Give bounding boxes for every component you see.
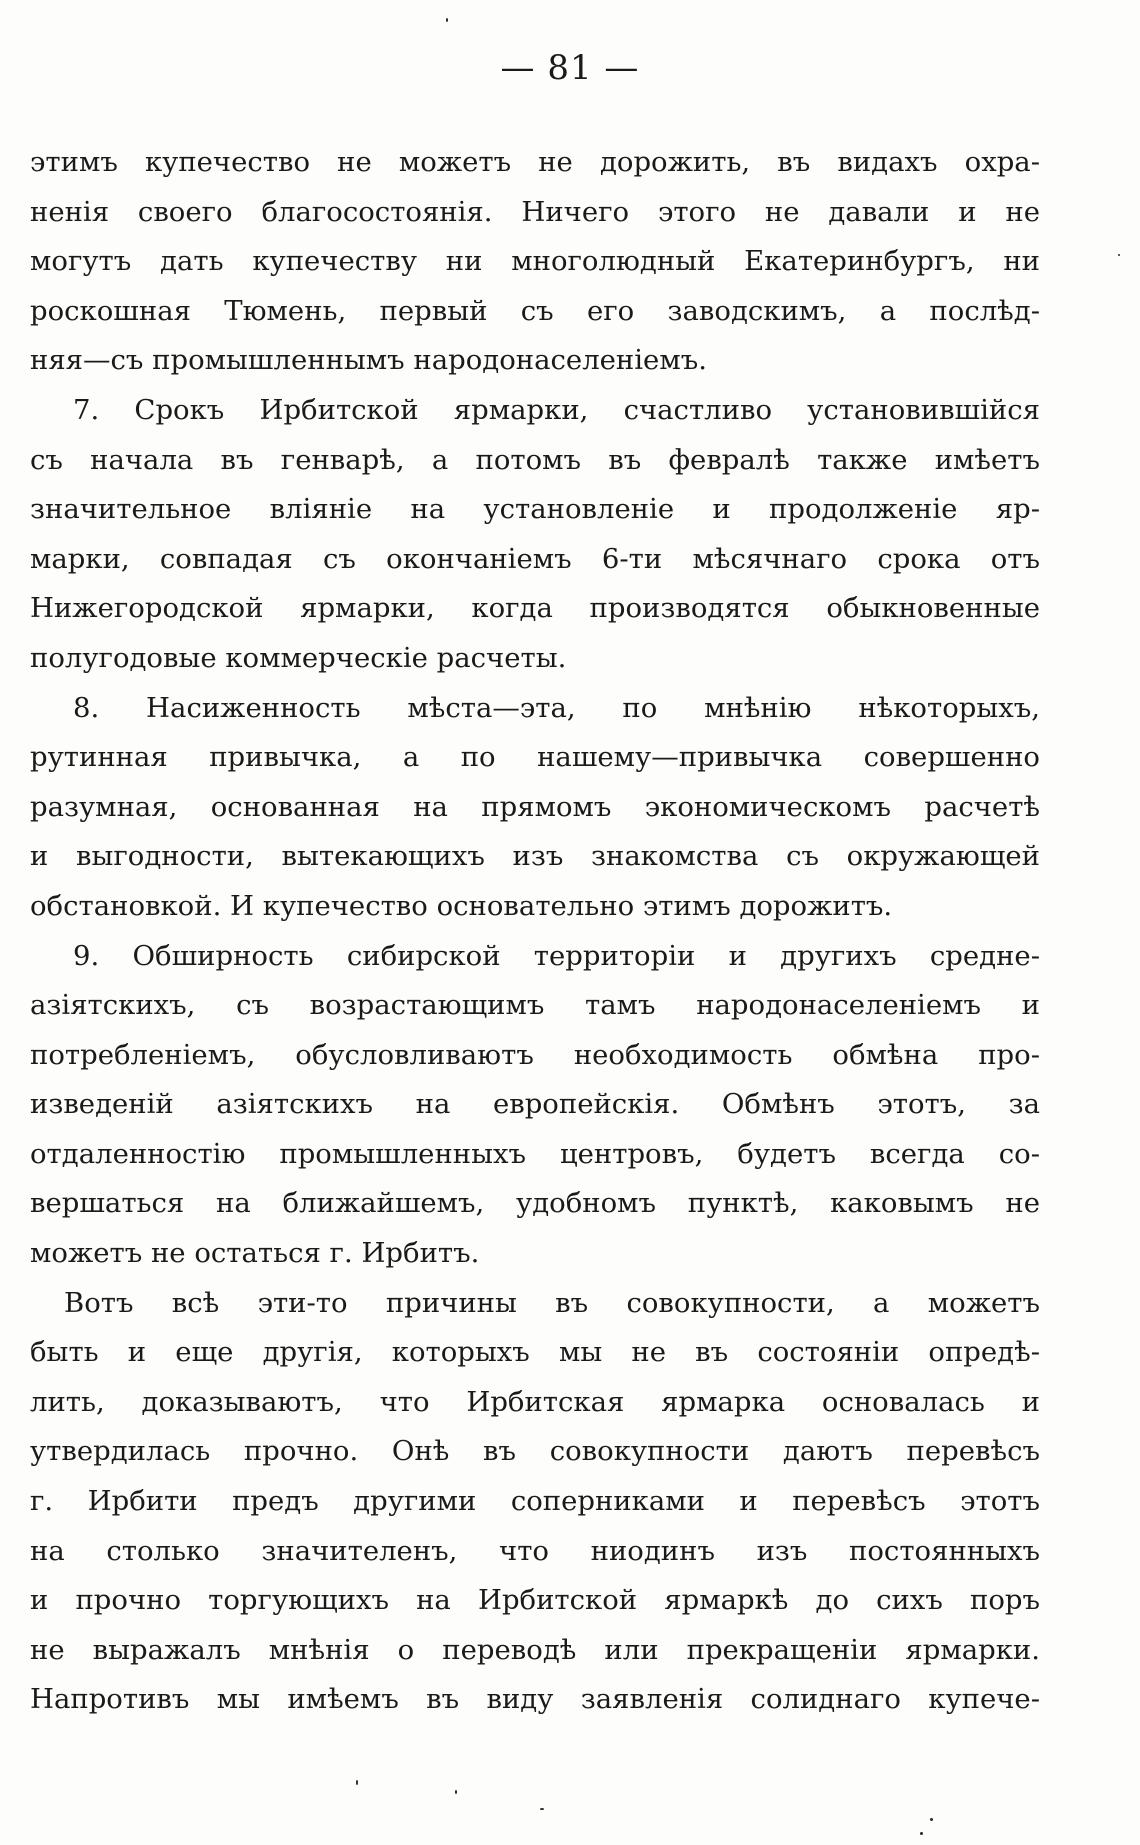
text-line: Напротивъ мы имѣемъ въ виду заявленія солиднаго купече- [30, 1683, 1040, 1716]
speck [455, 1790, 457, 1794]
text-line: г. Ирбити предъ другими соперниками и перевѣсъ этотъ [30, 1485, 1040, 1518]
text-line: не выражалъ мнѣнія о переводѣ или прекращеніи ярмарки. [30, 1633, 1040, 1666]
text-line: можетъ не остаться г. Ирбитъ. [30, 1237, 480, 1270]
text-line: азіятскихъ, съ возрастающимъ тамъ народонаселеніемъ и [30, 989, 1040, 1022]
text-line: отдаленностію промышленныхъ центровъ, будетъ всегда со- [30, 1137, 1040, 1170]
text-line: этимъ купечество не можетъ не дорожить, въ видахъ охра- [30, 146, 1040, 178]
page-number: — 81 — [500, 48, 640, 88]
text-line: 7. Срокъ Ирбитской ярмарки, счастливо установившійся [73, 393, 1040, 426]
speck [920, 1832, 923, 1835]
text-line: разумная, основанная на прямомъ экономическомъ расчетѣ [30, 790, 1040, 823]
text-line: утвердилась прочно. Онѣ въ совокупности даютъ перевѣсъ [30, 1435, 1040, 1468]
text-line: Нижегородской ярмарки, когда производятся обыкновенные [30, 592, 1040, 625]
text-line: быть и еще другія, которыхъ мы не въ состояніи опредѣ- [30, 1336, 1040, 1369]
paragraph-item-7 [30, 386, 1040, 684]
text-line: марки, совпадая съ окончаніемъ 6-ти мѣсячнаго срока отъ [30, 542, 1040, 575]
text-line: значительное вліяніе на установленіе и продолженіе яр- [30, 493, 1040, 526]
text-line: и прочно торгующихъ на Ирбитской ярмаркѣ до сихъ поръ [30, 1584, 1040, 1617]
speck [356, 1780, 358, 1785]
text-line: 9. Обширность сибирской территоріи и другихъ средне- [73, 939, 1040, 972]
speck [540, 1808, 544, 1810]
text-line: потребленіемъ, обусловливаютъ необходимость обмѣна про- [30, 1038, 1040, 1071]
text-line: няя—съ промышленнымъ народонаселеніемъ. [30, 344, 707, 377]
text-line: могутъ дать купечеству ни многолюдный Екатеринбургъ, ни [30, 245, 1040, 278]
text-line: обстановкой. И купечество основательно этимъ дорожитъ. [30, 889, 893, 922]
text-line: изведеній азіятскихъ на европейскія. Обмѣнъ этотъ, за [30, 1088, 1040, 1121]
paragraph-continuation [30, 138, 1040, 386]
text-line: Вотъ всѣ эти-то причины въ совокупности, а можетъ [64, 1286, 1040, 1319]
text-line: 8. Насиженность мѣста—эта, по мнѣнію нѣкоторыхъ, [73, 691, 1040, 724]
text-line: ненія своего благосостоянія. Ничего этого не давали и не [30, 195, 1040, 228]
body-text [30, 138, 1040, 1725]
speck [1118, 254, 1120, 256]
speck [446, 18, 448, 22]
text-line: рутинная привычка, а по нашему—привычка совершенно [30, 741, 1040, 774]
text-line: вершаться на ближайшемъ, удобномъ пунктѣ, каковымъ не [30, 1187, 1040, 1220]
text-line: роскошная Тюмень, первый съ его заводскимъ, а послѣд- [30, 294, 1040, 327]
text-line: на столько значителенъ, что ниодинъ изъ постоянныхъ [30, 1534, 1040, 1567]
paragraph-conclusion [30, 1279, 1040, 1725]
text-line: и выгодности, вытекающихъ изъ знакомства съ окружающей [30, 840, 1040, 873]
speck [930, 1818, 933, 1821]
text-line: лить, доказываютъ, что Ирбитская ярмарка основалась и [30, 1385, 1040, 1418]
text-line: полугодовые коммерческіе расчеты. [30, 641, 567, 674]
paragraph-item-8 [30, 684, 1040, 932]
text-line: съ начала въ генварѣ, а потомъ въ февралѣ также имѣетъ [30, 443, 1040, 476]
paragraph-item-9 [30, 932, 1040, 1279]
